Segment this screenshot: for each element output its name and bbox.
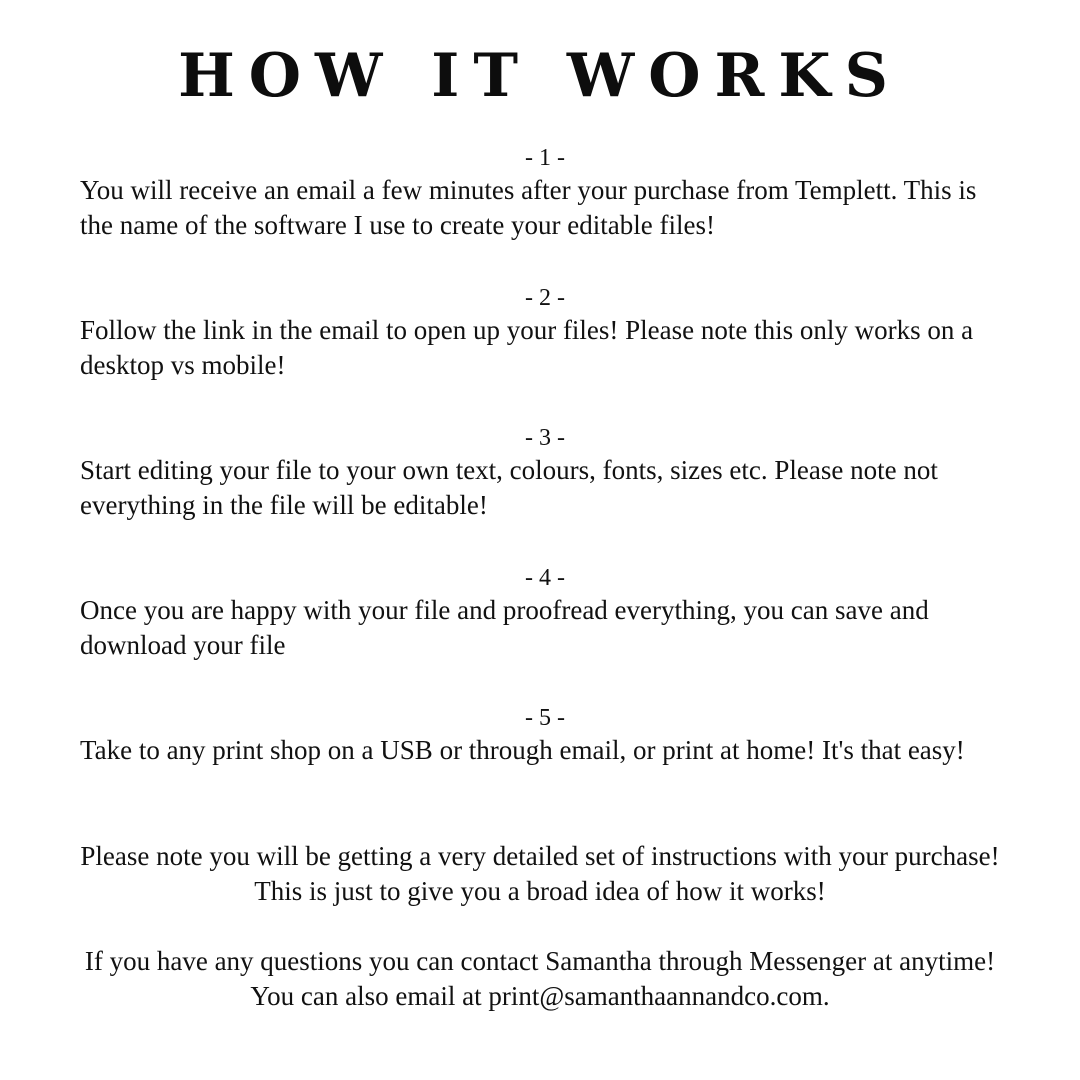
step-number: - 3 - (525, 425, 565, 451)
step-3 (80, 423, 1010, 523)
step-description: Follow the link in the email to open up your files! Please note this only works on a desktop vs mobile! (80, 315, 974, 380)
step-number: - 1 - (525, 145, 565, 171)
step-number: - 4 - (525, 565, 565, 591)
step-1 (80, 143, 1010, 243)
step-description: Start editing your file to your own text, colours, fonts, sizes etc. Please note not everything in the file will be editable! (80, 455, 938, 520)
step-4 (80, 563, 1010, 663)
step-description: Take to any print shop on a USB or through email, or print at home! It's that easy! (80, 735, 965, 765)
step-description: You will receive an email a few minutes after your purchase from Templett. This is the name of the software I use to create your editable files! (80, 175, 977, 240)
step-5 (80, 703, 1010, 768)
step-description: Once you are happy with your file and proofread everything, you can save and download your file (80, 595, 929, 660)
step-2 (80, 283, 1010, 383)
step-number: - 2 - (525, 285, 565, 311)
page-title: HOW IT WORKS (178, 41, 902, 111)
step-number: - 5 - (525, 705, 565, 731)
contact-note: If you have any questions you can contact Samantha through Messenger at anytime! You can also email at print@samanthaannandco.com. (84, 946, 996, 1011)
instructions-note: Please note you will be getting a very detailed set of instructions with your purchase! This is just to give you a broad idea of how it works! (80, 841, 1000, 906)
